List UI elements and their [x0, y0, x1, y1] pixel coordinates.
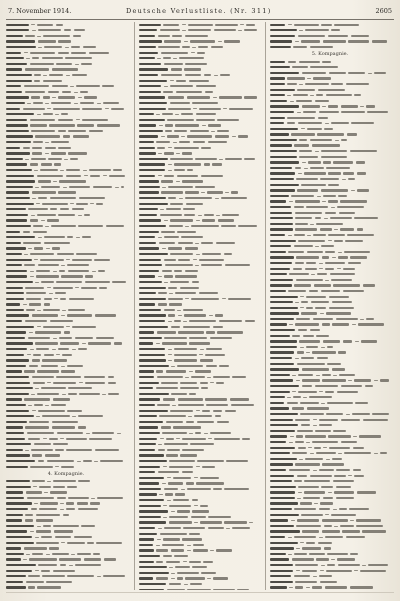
text-column-right — [270, 22, 390, 590]
page-number: 2605 — [375, 7, 392, 15]
page-header — [8, 5, 392, 17]
column-divider — [265, 22, 266, 590]
header-date: 7. November 1914. — [8, 7, 72, 15]
list-entry-line — [270, 585, 390, 590]
header-title: Deutsche Verlustliste. (Nr. 311) — [126, 7, 272, 15]
text-column-middle — [139, 22, 259, 590]
section-subheading: 5. Kompagnie. — [311, 50, 349, 57]
page-bottom-edge — [6, 592, 394, 593]
section-subheading: 4. Kompagnie. — [47, 470, 85, 477]
text-column-left — [6, 22, 126, 590]
column-divider — [134, 22, 135, 590]
list-entry-line — [139, 587, 259, 590]
header-rule — [6, 19, 394, 20]
list-entry-line — [6, 585, 126, 590]
